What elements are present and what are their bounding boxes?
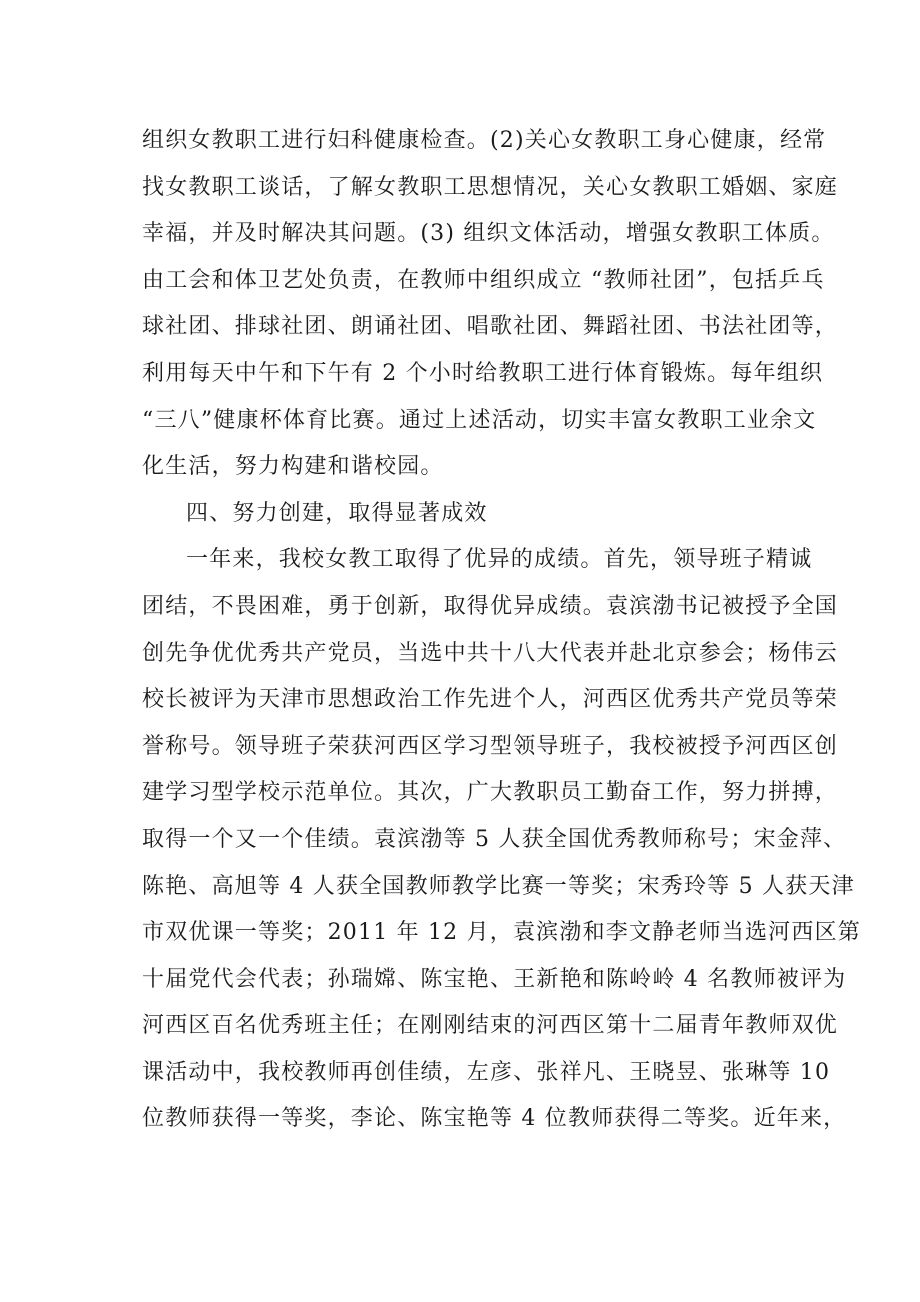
body-text <box>142 118 861 1143</box>
text-line: 利用每天中午和下午有 2 个小时给教职工进行体育锻炼。每年组织 <box>142 360 824 386</box>
text-line: 幸福，并及时解决其问题。(3) 组织文体活动，增强女教职工体质。 <box>142 221 835 247</box>
text-line: 球社团、排球社团、朗诵社团、唱歌社团、舞蹈社团、书法社团等， <box>142 314 839 340</box>
text-line: 陈艳、高旭等 4 人获全国教师教学比赛一等奖；宋秀玲等 5 人获天津 <box>142 873 855 899</box>
text-line: 建学习型学校示范单位。其次，广大教职员工勤奋工作，努力拼搏， <box>142 780 839 806</box>
text-line: 十届党代会代表；孙瑞嫦、陈宝艳、王新艳和陈岭岭 4 名教师被评为 <box>142 966 847 992</box>
text-line: 取得一个又一个佳绩。袁滨渤等 5 人获全国优秀教师称号；宋金萍、 <box>142 826 847 852</box>
text-line: 课活动中，我校教师再创佳绩，左彦、张祥凡、王晓昱、张琳等 10 <box>142 1059 831 1085</box>
text-line: 校长被评为天津市思想政治工作先进个人，河西区优秀共产党员等荣 <box>142 687 839 713</box>
text-line: 团结，不畏困难，勇于创新，取得优异成绩。袁滨渤书记被授予全国 <box>142 593 839 619</box>
text-line: 誉称号。领导班子荣获河西区学习型领导班子，我校被授予河西区创 <box>142 733 839 759</box>
text-line: 找女教职工谈话，了解女教职工思想情况，关心女教职工婚姻、家庭 <box>142 174 839 200</box>
text-line: “三八”健康杯体育比赛。通过上述活动，切实丰富女教职工业余文 <box>142 407 817 433</box>
text-line: 河西区百名优秀班主任；在刚刚结束的河西区第十二届青年教师双优 <box>142 1013 839 1039</box>
text-line: 组织女教职工进行妇科健康检查。(2)关心女教职工身心健康，经常 <box>142 128 827 153</box>
text-line: 由工会和体卫艺处负责，在教师中组织成立 “教师社团”，包括乒乓 <box>142 267 825 293</box>
text-line: 一年来，我校女教工取得了优异的成绩。首先，领导班子精诚 <box>186 547 813 573</box>
text-line: 化生活，努力构建和谐校园。 <box>142 454 444 480</box>
section-heading: 四、努力创建，取得显著成效 <box>186 500 488 526</box>
text-line: 位教师获得一等奖，李论、陈宝艳等 4 位教师获得二等奖。近年来， <box>142 1106 847 1132</box>
text-line: 创先争优优秀共产党员，当选中共十八大代表并赴北京参会；杨伟云 <box>142 640 839 666</box>
text-line: 市双优课一等奖；2011 年 12 月，袁滨渤和李文静老师当选河西区第 <box>142 920 861 946</box>
